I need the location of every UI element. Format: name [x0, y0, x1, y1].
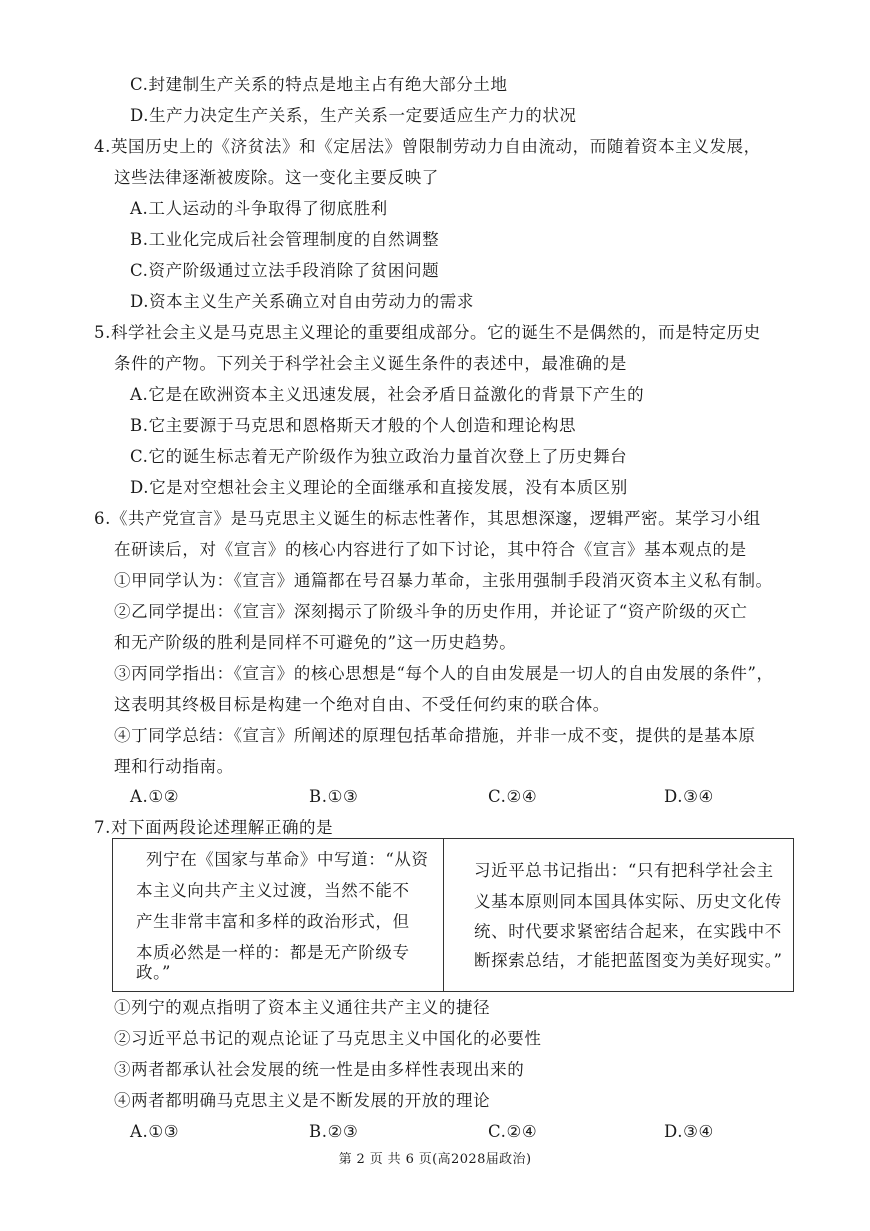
q7-right-quote-line4: 断探索总结，才能把蓝图变为美好现实。” — [474, 951, 783, 970]
q7-right-quote-line1: 习近平总书记指出：“只有把科学社会主 — [474, 861, 774, 880]
q6-item-2-line1: ②乙同学提出：《宣言》深刻揭示了阶级斗争的历史作用，并论证了“资产阶级的灭亡 — [114, 602, 748, 621]
q7-left-quote-line5: 政。” — [136, 963, 171, 982]
q7-choice-d: D.③④ — [664, 1122, 714, 1141]
q4-stem-line2: 这些法律逐渐被废除。这一变化主要反映了 — [114, 168, 439, 187]
q7-right-quote-line2: 义基本原则同本国具体实际、历史文化传 — [474, 892, 782, 911]
q7-left-quote-line1: 列宁在《国家与革命》中写道：“从资 — [146, 850, 429, 869]
q7-item-2: ②习近平总书记的观点论证了马克思主义中国化的必要性 — [114, 1029, 542, 1048]
q7-choice-b: B.②③ — [309, 1122, 359, 1141]
q4-option-d: D.资本主义生产关系确立对自由劳动力的需求 — [130, 292, 474, 311]
q3-option-c: C.封建制生产关系的特点是地主占有绝大部分土地 — [130, 75, 508, 94]
q5-option-d: D.它是对空想社会主义理论的全面继承和直接发展，没有本质区别 — [130, 478, 628, 497]
q4-option-b: B.工业化完成后社会管理制度的自然调整 — [130, 230, 440, 249]
q6-stem-line1: 6.《共产党宣言》是马克思主义诞生的标志性著作，其思想深邃，逻辑严密。某学习小组 — [94, 509, 761, 528]
q4-stem-line1: 4.英国历史上的《济贫法》和《定居法》曾限制劳动力自由流动，而随着资本主义发展， — [94, 137, 761, 156]
q7-item-3: ③两者都承认社会发展的统一性是由多样性表现出来的 — [114, 1060, 525, 1079]
q6-stem-line2: 在研读后，对《宣言》的核心内容进行了如下讨论，其中符合《宣言》基本观点的是 — [114, 540, 747, 559]
q6-item-3-line2: 这表明其终极目标是构建一个绝对自由、不受任何约束的联合体。 — [114, 695, 610, 714]
q5-stem-line1: 5.科学社会主义是马克思主义理论的重要组成部分。它的诞生不是偶然的，而是特定历史 — [94, 323, 761, 342]
q7-choice-c: C.②④ — [488, 1122, 538, 1141]
q3-option-d: D.生产力决定生产关系，生产关系一定要适应生产力的状况 — [130, 106, 577, 125]
q7-right-quote-line3: 统、时代要求紧密结合起来，在实践中不 — [474, 922, 782, 941]
q5-option-b: B.它主要源于马克思和恩格斯天才般的个人创造和理论构思 — [130, 416, 577, 435]
q7-item-1: ①列宁的观点指明了资本主义通往共产主义的捷径 — [114, 998, 491, 1017]
q4-option-c: C.资产阶级通过立法手段消除了贫困问题 — [130, 261, 440, 280]
q5-option-a: A.它是在欧洲资本主义迅速发展，社会矛盾日益激化的背景下产生的 — [130, 385, 645, 404]
q6-item-2-line2: 和无产阶级的胜利是同样不可避免的”这一历史趋势。 — [114, 633, 517, 652]
q7-stem: 7.对下面两段论述理解正确的是 — [94, 818, 334, 837]
q6-item-1: ①甲同学认为：《宣言》通篇都在号召暴力革命，主张用强制手段消灭资本主义私有制。 — [114, 571, 773, 590]
page-footer: 第 2 页 共 6 页(高2028届政治) — [338, 1152, 532, 1167]
q5-stem-line2: 条件的产物。下列关于科学社会主义诞生条件的表述中，最准确的是 — [114, 354, 627, 373]
q5-option-c: C.它的诞生标志着无产阶级作为独立政治力量首次登上了历史舞台 — [130, 447, 628, 466]
q7-item-4: ④两者都明确马克思主义是不断发展的开放的理论 — [114, 1091, 491, 1110]
q6-choice-a: A.①② — [130, 787, 180, 806]
q6-choice-b: B.①③ — [309, 787, 359, 806]
q7-quote-divider — [443, 838, 444, 992]
q7-left-quote-line4: 本质必然是一样的：都是无产阶级专 — [136, 943, 410, 962]
q6-choice-c: C.②④ — [488, 787, 538, 806]
q6-choice-d: D.③④ — [664, 787, 714, 806]
q6-item-4-line1: ④丁同学总结：《宣言》所阐述的原理包括革命措施，并非一成不变，提供的是基本原 — [114, 726, 756, 745]
q6-item-3-line1: ③丙同学指出：《宣言》的核心思想是“每个人的自由发展是一切人的自由发展的条件”， — [114, 664, 774, 683]
q6-item-4-line2: 理和行动指南。 — [114, 757, 234, 776]
q7-left-quote-line2: 本主义向共产主义过渡，当然不能不 — [136, 881, 410, 900]
q7-left-quote-line3: 产生非常丰富和多样的政治形式，但 — [136, 912, 410, 931]
q7-choice-a: A.①③ — [130, 1122, 180, 1141]
q4-option-a: A.工人运动的斗争取得了彻底胜利 — [130, 199, 388, 218]
